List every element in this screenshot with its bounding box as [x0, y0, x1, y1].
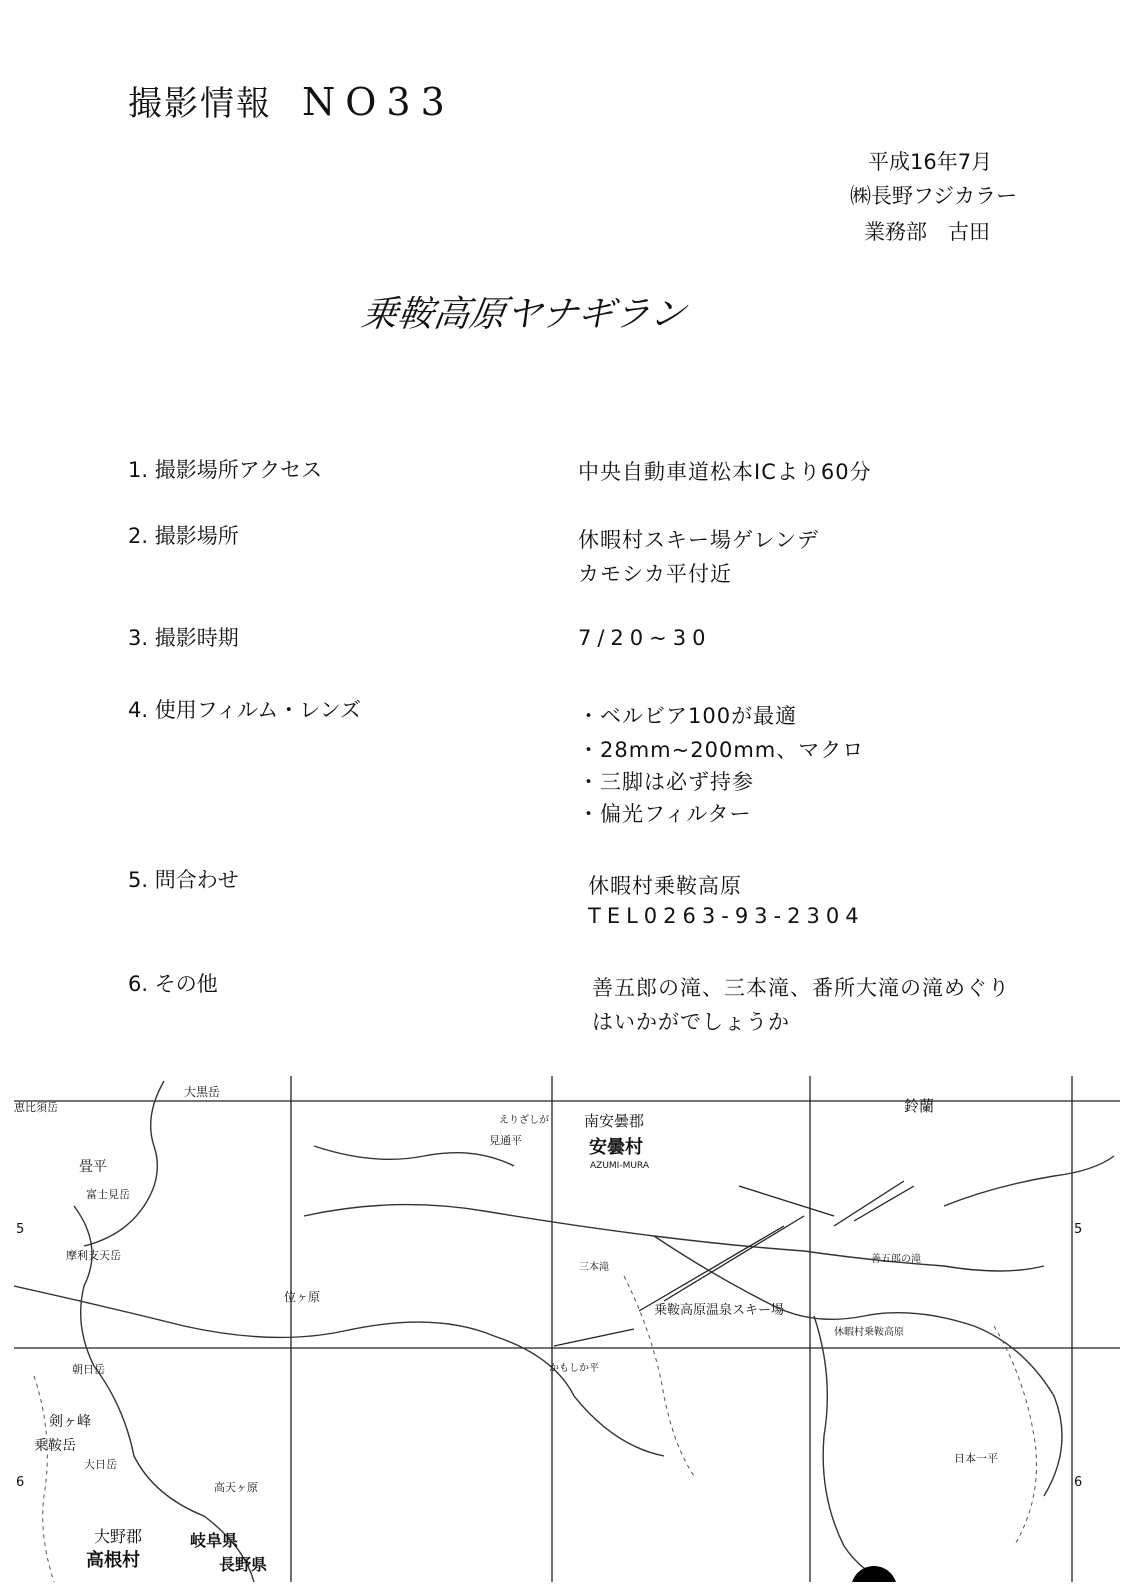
map-label-ikuno: 位ヶ原 — [284, 1290, 321, 1304]
item-label-season: 3. 撮影時期 — [128, 626, 239, 650]
map-label-takaama: 高天ヶ原 — [214, 1481, 258, 1494]
map-label-nihondaira: 日本一平 — [954, 1452, 998, 1465]
document-title — [128, 76, 455, 125]
map-label-daikoku: 大黒岳 — [184, 1085, 221, 1099]
map-grid — [14, 1076, 1120, 1582]
map-label-kamoshika: かもしか平 — [549, 1363, 599, 1374]
map-label-azumi-roman: AZUMI-MURA — [590, 1161, 649, 1171]
item-value-equipment-4: ・偏光フィルター — [578, 802, 752, 826]
item-label-equipment: 4. 使用フィルム・レンズ — [128, 698, 362, 722]
map-label-hyo: 畳平 — [79, 1159, 107, 1175]
map-label-azumi: 安曇村 — [589, 1137, 643, 1158]
item-value-contact-1: 休暇村乗鞍高原 — [588, 874, 742, 898]
item-value-other-1: 善五郎の滝、三本滝、番所大滝の滝めぐり — [592, 976, 1010, 1000]
item-value-contact-2: TEL0263-93-2304 — [588, 904, 865, 928]
grid-number-5-right: 5 — [1074, 1222, 1083, 1237]
issue-date: 平成16年7月 — [868, 150, 993, 174]
item-label-location: 2. 撮影場所 — [128, 524, 239, 548]
item-label-contact: 5. 問合わせ — [128, 868, 239, 892]
company-name: ㈱長野フジカラー — [850, 184, 1018, 208]
map-label-takane: 高根村 — [86, 1550, 140, 1571]
department: 業務部 古田 — [864, 220, 990, 244]
item-value-location-2: カモシカ平付近 — [578, 562, 732, 586]
map-label-kyukamura: 休暇村乗鞍高原 — [834, 1327, 904, 1338]
map-roads — [14, 1081, 1114, 1582]
map-label-fujimi: 富士見岳 — [86, 1188, 130, 1201]
item-value-other-2: はいかがでしょうか — [592, 1010, 790, 1034]
map-label-ono: 大野郡 — [94, 1527, 143, 1546]
item-value-access: 中央自動車道松本ICより60分 — [578, 460, 872, 484]
map-label-asahi: 朝日岳 — [72, 1363, 105, 1376]
grid-number-5-left: 5 — [16, 1222, 25, 1237]
map-label-kengamine: 剣ヶ峰 — [49, 1414, 91, 1430]
map-label-suzuran: 鈴蘭 — [904, 1097, 935, 1115]
item-value-location-1: 休暇村スキー場ゲレンデ — [578, 528, 820, 552]
item-value-season: 7/20~30 — [578, 626, 712, 650]
item-label-other: 6. その他 — [128, 972, 218, 996]
item-value-equipment-2: ・28mm~200mm、マクロ — [578, 738, 865, 762]
item-label-access: 1. 撮影場所アクセス — [128, 458, 323, 482]
title-label: 撮影情報 — [128, 84, 272, 124]
map-label-gifu: 岐阜県 — [190, 1531, 239, 1550]
map-trails — [34, 1276, 1037, 1582]
map-label-minamiazumi: 南安曇郡 — [584, 1112, 645, 1130]
map-label-zengoro: 善五郎の滝 — [871, 1254, 921, 1265]
area-map — [14, 1076, 1120, 1582]
map-label-sanbon: 三本滝 — [579, 1262, 609, 1273]
grid-number-6-right: 6 — [1074, 1475, 1083, 1490]
map-label-dainichi: 大日岳 — [84, 1458, 117, 1471]
main-title: 乗鞍高原ヤナギラン — [358, 294, 689, 335]
map-label-yarugatake: 見通平 — [489, 1134, 522, 1147]
title-number: NO33 — [302, 80, 455, 124]
map-label-nagano: 長野県 — [219, 1555, 268, 1574]
map-label-ebisu: 恵比須岳 — [14, 1101, 58, 1114]
map-label-eri: えりざしが — [499, 1115, 549, 1126]
map-label-onsen-ski: 乗鞍高原温泉スキー場 — [654, 1303, 785, 1318]
item-value-equipment-1: ・ベルビア100が最適 — [578, 704, 798, 728]
grid-number-6-left: 6 — [16, 1475, 25, 1490]
photo-spot-marker-ski — [851, 1566, 897, 1582]
map-label-norikura: 乗鞍岳 — [34, 1438, 76, 1454]
map-label-masakura: 摩利支天岳 — [66, 1249, 121, 1262]
item-value-equipment-3: ・三脚は必ず持参 — [578, 770, 754, 794]
